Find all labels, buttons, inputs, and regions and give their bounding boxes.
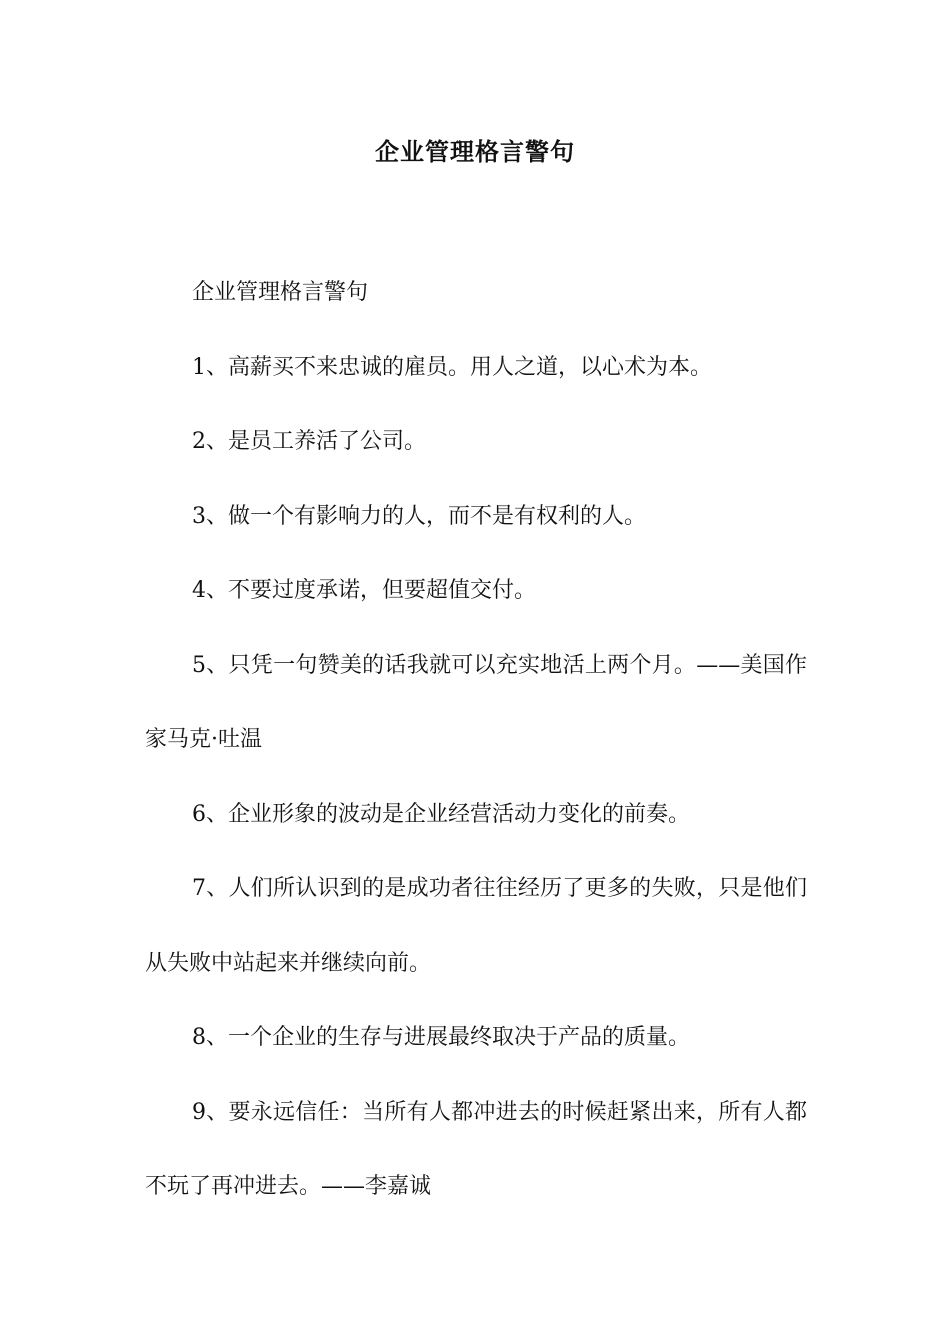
paragraph-subtitle: 企业管理格言警句: [192, 280, 369, 305]
paragraph-quote-4: 4、不要过度承诺，但要超值交付。: [192, 578, 536, 603]
paragraph-quote-2: 2、是员工养活了公司。: [192, 429, 426, 454]
paragraph-quote-7: 7、人们所认识到的是成功者往往经历了更多的失败，只是他们从失败中站起来并继续向前。: [145, 876, 807, 976]
paragraph-quote-6: 6、企业形象的波动是企业经营活动力变化的前奏。: [192, 801, 690, 827]
paragraph-quote-8: 8、一个企业的生存与进展最终取决于产品的质量。: [192, 1025, 690, 1050]
paragraph-quote-9: 9、要永远信任：当所有人都冲进去的时候赶紧出来，所有人都不玩了再冲进去。——李嘉诚: [145, 1099, 807, 1199]
paragraph-quote-1: 1、高薪买不来忠诚的雇员。用人之道，以心术为本。: [192, 354, 712, 380]
paragraph-quote-5: 5、只凭一句赞美的话我就可以充实地活上两个月。——美国作家马克·吐温: [145, 652, 807, 752]
document-title: 企业管理格言警句: [375, 137, 575, 166]
paragraph-quote-3: 3、做一个有影响力的人，而不是有权利的人。: [192, 503, 646, 529]
document-body: [145, 256, 807, 1225]
